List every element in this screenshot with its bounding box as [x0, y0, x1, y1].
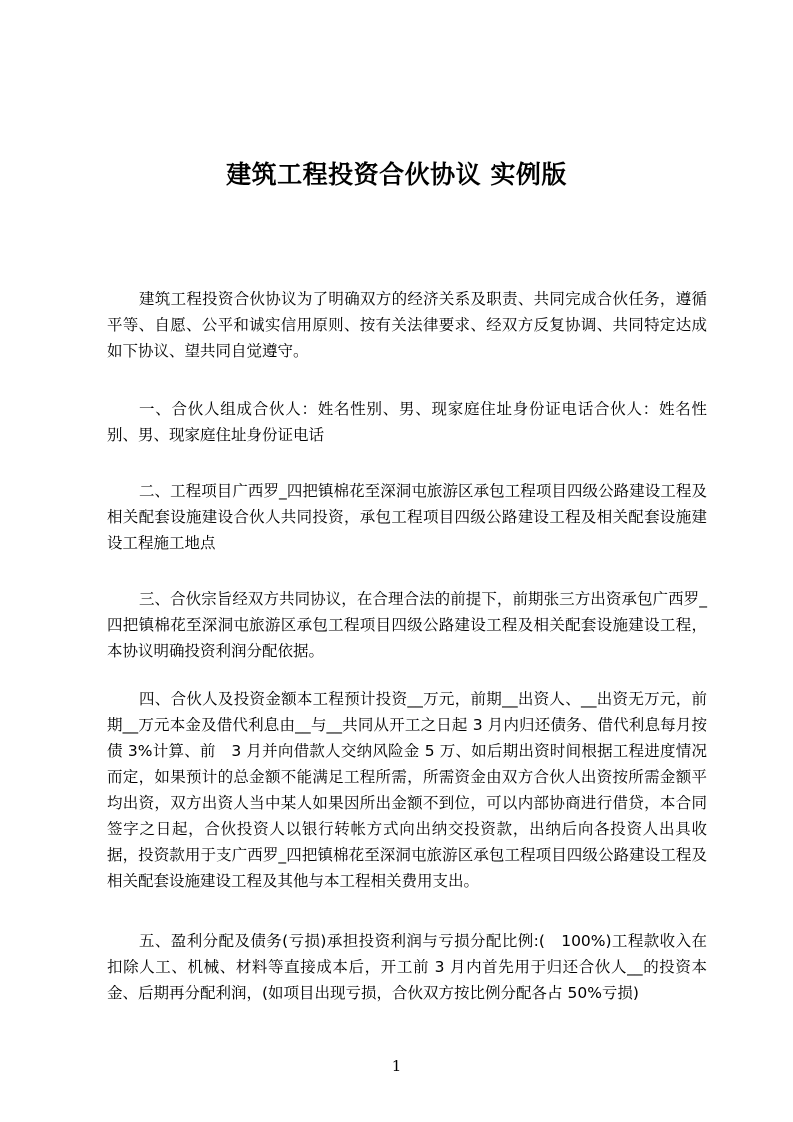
section-3-purpose: 三、合伙宗旨经双方共同协议，在合理合法的前提下，前期张三方出资承包广西罗_四把镇棉花至深洞屯旅游区承包工程项目四级公路建设工程及相关配套设施建设工程，本协议明确投资利润分配依据。	[107, 590, 707, 660]
section-2-project: 二、工程项目广西罗_四把镇棉花至深洞屯旅游区承包工程项目四级公路建设工程及相关配套设施建设合伙人共同投资，承包工程项目四级公路建设工程及相关配套设施建设工程施工地点	[107, 482, 707, 552]
intro-paragraph: 建筑工程投资合伙协议为了明确双方的经济关系及职责、共同完成合伙任务，遵循平等、自愿、公平和诚实信用原则、按有关法律要求、经双方反复协调、共同特定达成如下协议、望共同自觉遵守。	[107, 290, 707, 360]
section-1-partners: 一、合伙人组成合伙人：姓名性别、男、现家庭住址身份证电话合伙人：姓名性别、男、现家庭住址身份证电话	[107, 400, 707, 444]
section-4-investment: 四、合伙人及投资金额本工程预计投资__万元，前期__出资人、__出资无万元，前期__万元本金及借代利息由__与__共同从开工之日起 3 月内归还债务、借代利息每月按债 3%计算、前 3 月并向借款人交纳风险金 5 万、如后期出资时间根据工程进度情况而定，如果预计的总金额不能满足工程所需，所需资金由双方合伙人出资按所需金额平均出资，双方出资人当中某人如果因所出金额不到位，可以内部协商进行借贷，本合同签字之日起，合伙投资人以银行转帐方式向出纳交投资款，出纳后向各投资人出具收据，投资款用于支广西罗_四把镇棉花至深洞屯旅游区承包工程项目四级公路建设工程及相关配套设施建设工程及其他与本工程相关费用支出。	[107, 690, 707, 890]
section-5-profit-distribution: 五、盈利分配及债务(亏损)承担投资利润与亏损分配比例:( 100%)工程款收入在扣除人工、机械、材料等直接成本后，开工前 3 月内首先用于归还合伙人__的投资本金、后期再分配利润，(如项目出现亏损，合伙双方按比例分配各占 50%亏损)	[107, 932, 707, 1002]
document-title: 建筑工程投资合伙协议 实例版	[226, 159, 567, 189]
page-number: 1	[391, 1057, 402, 1075]
